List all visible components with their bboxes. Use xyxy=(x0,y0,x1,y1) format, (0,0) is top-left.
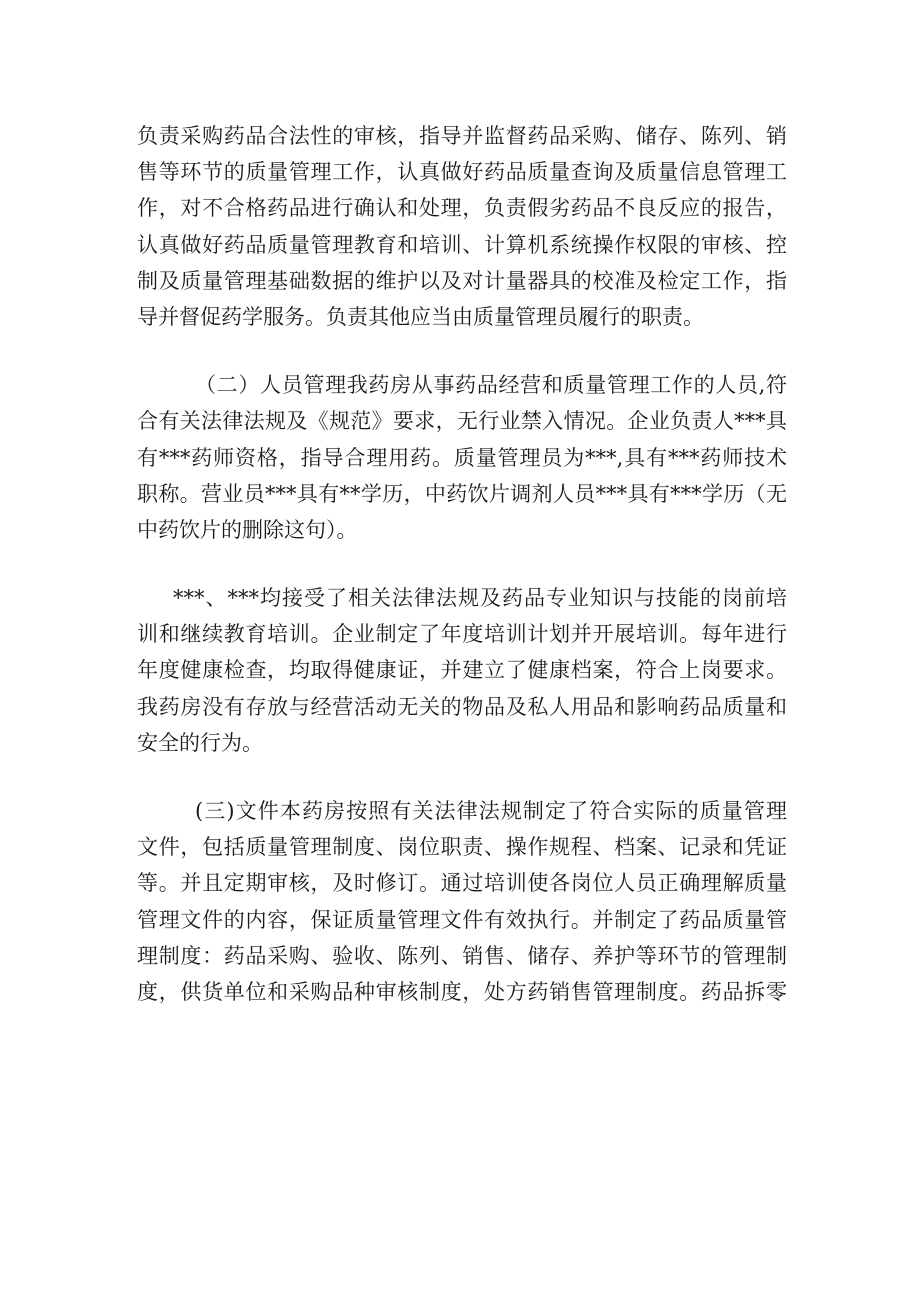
paragraph-3-line-4: 我药房没有存放与经营活动无关的物品及私人用品和影响药品质量和 xyxy=(137,694,787,719)
paragraph-2-line-4: 职称。营业员***具有**学历，中药饮片调剂人员***具有***学历（无 xyxy=(137,481,787,506)
paragraph-1-line-6: 导并督促药学服务。负责其他应当由质量管理员履行的职责。 xyxy=(137,304,704,329)
document-body xyxy=(137,118,787,1010)
paragraph-1-line-3: 作，对不合格药品进行确认和处理，负责假劣药品不良反应的报告， xyxy=(137,196,787,221)
paragraph-3-line-5: 安全的行为。 xyxy=(137,730,263,755)
paragraph-1-line-5: 制及质量管理基础数据的维护以及对计量器具的校准及检定工作，指 xyxy=(137,268,787,293)
paragraph-gap xyxy=(137,761,787,793)
paragraph-2-line-2: 合有关法律法规及《规范》要求，无行业禁入情况。企业负责人***具 xyxy=(137,409,787,434)
paragraph-2-line-1: （二）人员管理我药房从事药品经营和质量管理工作的人员,符 xyxy=(195,373,787,398)
paragraph-2-line-5: 中药饮片的删除这句）。 xyxy=(137,517,358,542)
paragraph-2-line-3: 有***药师资格，指导合理用药。质量管理员为***,具有***药师技术 xyxy=(137,445,787,470)
paragraph-3-line-3: 年度健康检查，均取得健康证，并建立了健康档案，符合上岗要求。 xyxy=(137,658,787,683)
paragraph-gap xyxy=(137,548,787,580)
paragraph-4-line-1: (三)文件本药房按照有关法律法规制定了符合实际的质量管理 xyxy=(195,799,787,823)
paragraph-4-line-4: 管理文件的内容，保证质量管理文件有效执行。并制定了药品质量管 xyxy=(137,907,787,932)
paragraph-1-line-4: 认真做好药品质量管理教育和培训、计算机系统操作权限的审核、控 xyxy=(137,232,787,257)
paragraph-4-line-6: 度，供货单位和采购品种审核制度，处方药销售管理制度。药品拆零 xyxy=(137,979,787,1004)
paragraph-gap xyxy=(137,335,787,367)
paragraph-3-line-2: 训和继续教育培训。企业制定了年度培训计划并开展培训。每年进行 xyxy=(137,622,787,647)
paragraph-4-line-3: 等。并且定期审核，及时修订。通过培训使各岗位人员正确理解质量 xyxy=(137,871,787,896)
paragraph-1-line-1: 负责采购药品合法性的审核，指导并监督药品采购、储存、陈列、销 xyxy=(137,124,787,148)
paragraph-1-line-2: 售等环节的质量管理工作，认真做好药品质量查询及质量信息管理工 xyxy=(137,160,787,185)
paragraph-4-line-5: 理制度：药品采购、验收、陈列、销售、储存、养护等环节的管理制 xyxy=(137,943,787,968)
paragraph-3-line-1: ***、***均接受了相关法律法规及药品专业知识与技能的岗前培 xyxy=(173,586,787,611)
paragraph-4-line-2: 文件，包括质量管理制度、岗位职责、操作规程、档案、记录和凭证 xyxy=(137,835,787,860)
